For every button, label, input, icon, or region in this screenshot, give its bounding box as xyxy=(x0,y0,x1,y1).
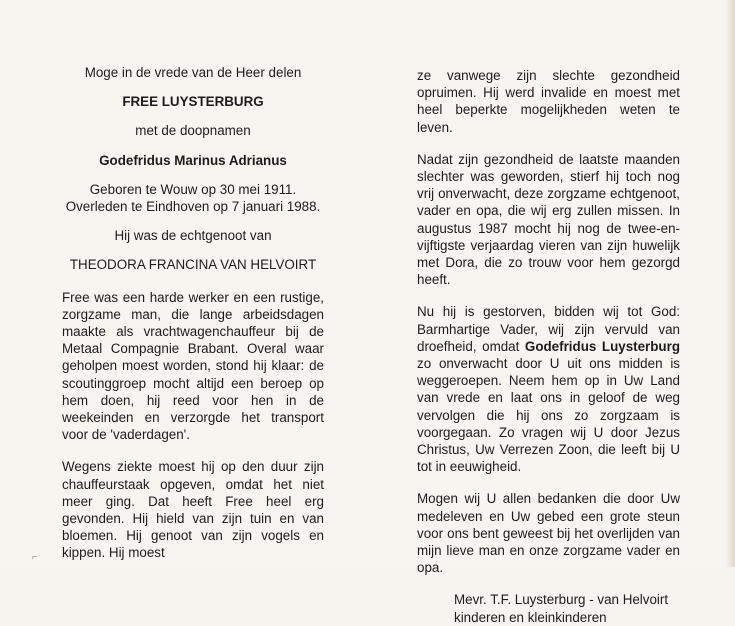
spouse-intro: Hij was de echtgenoot van xyxy=(114,228,272,244)
deceased-name: FREE LUYSTERBURG xyxy=(122,94,264,110)
family-line: kinderen en kleinkinderen xyxy=(454,609,607,625)
right-column xyxy=(417,67,680,626)
biography-paragraph-1: Free was een harde werker en een rustige, zorgzame man, die lange arbeidsdagen maakte als vrachtwagenchauffeur bij de Metaal Compagnie Brabant. Overal waar geholpen moest worden, stond hij klaar: de scoutinggroep mocht altijd een beroep op hem doen, hij reed voor hen in de weekeinden en verzorgde het transport voor de 'vaderdagen'. xyxy=(62,289,324,443)
biography-paragraph-2: Wegens ziekte moest hij op den duur zijn chauffeurstaak opgeven, omdat het niet meer ging. Dat heeft Free heel erg gevonden. Hij hield van zijn tuin en van bloemen. Hij genoot van zijn vogels en kippen. Hij moest xyxy=(62,459,324,561)
prayer-text-start: Nu hij is gestorven, bidden wij tot God: Barmhartige Vader, wij zijn vervuld van droefheid, omdat xyxy=(417,304,680,354)
crop-mark: ⌐ xyxy=(32,552,38,563)
prayer-paragraph xyxy=(417,303,680,475)
birth-line: Geboren te Wouw op 30 mei 1911. xyxy=(89,181,297,197)
baptismal-names: Godefridus Marinus Adrianus xyxy=(99,152,287,168)
signature-line: Mevr. T.F. Luysterburg - van Helvoirt xyxy=(454,592,669,608)
biography-paragraph-4: Nadat zijn gezondheid de laatste maanden slechter was geworden, stierf hij toch nog vrij onverwacht, deze zorgzame echtgenoot, vader en opa, die wij erg zullen missen. In augustus 1987 mocht hij nog de twee-en-vijftigste verjaardag vieren van zijn huwelijk met Dora, die zo trouw voor hem gezorgd heeft. xyxy=(417,151,680,288)
thanks-paragraph: Mogen wij U allen bedanken die door Uw medeleven en Uw gebed een grote steun voor ons bent geweest bij het overlijden van mijn lieve man en onze zorgzame vader en opa. xyxy=(417,491,680,576)
death-line: Overleden te Eindhoven op 7 januari 1988. xyxy=(65,199,321,215)
card-edge-shadow xyxy=(725,0,735,567)
baptismal-intro: met de doopnamen xyxy=(135,123,251,139)
spouse-name: THEODORA FRANCINA VAN HELVOIRT xyxy=(69,257,317,273)
left-column xyxy=(62,64,324,562)
biography-paragraph-3: ze vanwege zijn slechte gezondheid opruimen. Hij werd invalide en moest met heel beperkte mogelijkheden weten te leven. xyxy=(417,68,680,135)
intro-line: Moge in de vrede van de Heer delen xyxy=(84,65,302,80)
prayer-name: Godefridus Luysterburg xyxy=(524,338,681,354)
prayer-text-end: zo onverwacht door U uit ons midden is weggeroepen. Neem hem op in Uw Land van vrede en laat ons in geloof de weg vervolgen die hij ons zo zorgzaam is voorgegaan. Zo vragen wij U door Jezus Christus, Uw Verrezen Zoon, die leeft bij U tot in eeuwigheid. xyxy=(417,356,680,475)
